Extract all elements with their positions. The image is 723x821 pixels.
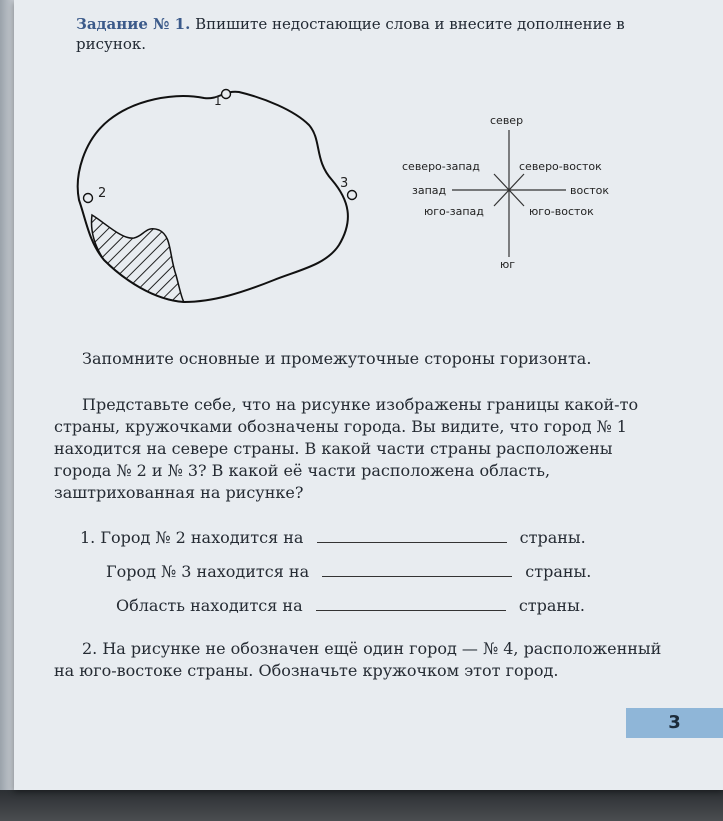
answer-blank-region[interactable] [316, 610, 506, 611]
city-circle-1[interactable] [222, 90, 231, 99]
page-edge-shadow [0, 0, 14, 821]
answer-row-region [116, 596, 585, 615]
task-label: Задание № 1. [76, 15, 191, 33]
compass-northwest: северо-запад [402, 160, 480, 173]
compass-south: юг [500, 258, 516, 271]
city-circle-3[interactable] [348, 191, 357, 200]
answer-row-city3 [106, 562, 591, 581]
compass-southeast: юго-восток [529, 205, 594, 218]
desk-background [0, 790, 723, 821]
compass-rose [394, 112, 634, 272]
city-label-2: 2 [98, 186, 107, 201]
compass-southwest: юго-запад [424, 205, 484, 218]
answer-suffix-city2: страны. [519, 528, 586, 547]
question-1-number: 1. [80, 528, 96, 547]
city-label-3: 3 [340, 176, 349, 191]
country-map [64, 80, 374, 320]
answer-label-city2: Город № 2 находится на [100, 528, 304, 547]
question-2-paragraph: 2. На рисунке не обозначен ещё один город — № 4, расположенный на юго-востоке страны. Обозначьте кружочком этот город. [54, 639, 662, 680]
city-circle-2[interactable] [84, 194, 93, 203]
answer-suffix-city3: страны. [525, 562, 592, 581]
answer-blank-city2[interactable] [317, 542, 507, 543]
textbook-page [14, 0, 723, 790]
compass-west: запад [412, 184, 447, 197]
compass-east: восток [570, 184, 610, 197]
task-title [76, 14, 636, 54]
city-label-1: 1 [214, 94, 222, 108]
imagine-paragraph: Представьте себе, что на рисунке изображены границы какой-то страны, кружочками обозначены города. Вы видите, что город № 1 находится на севере страны. В какой части страны расположены города № 2 и № 3? В какой её части расположена область, заштрихованная на рисунке? [54, 395, 639, 502]
compass-northeast: северо-восток [519, 160, 602, 173]
answer-row-city2 [80, 528, 586, 547]
answer-suffix-region: страны. [518, 596, 585, 615]
page-number: 3 [626, 708, 723, 738]
answer-label-region: Область находится на [116, 596, 303, 615]
hatched-region[interactable] [92, 215, 185, 302]
task-instruction: Впишите недостающие слова и внесите дополнение в рисунок. [76, 15, 625, 53]
compass-north: север [490, 114, 524, 127]
answer-label-city3: Город № 3 находится на [106, 562, 310, 581]
answer-blank-city3[interactable] [322, 576, 512, 577]
remember-paragraph: Запомните основные и промежуточные стороны горизонта. [82, 349, 592, 368]
